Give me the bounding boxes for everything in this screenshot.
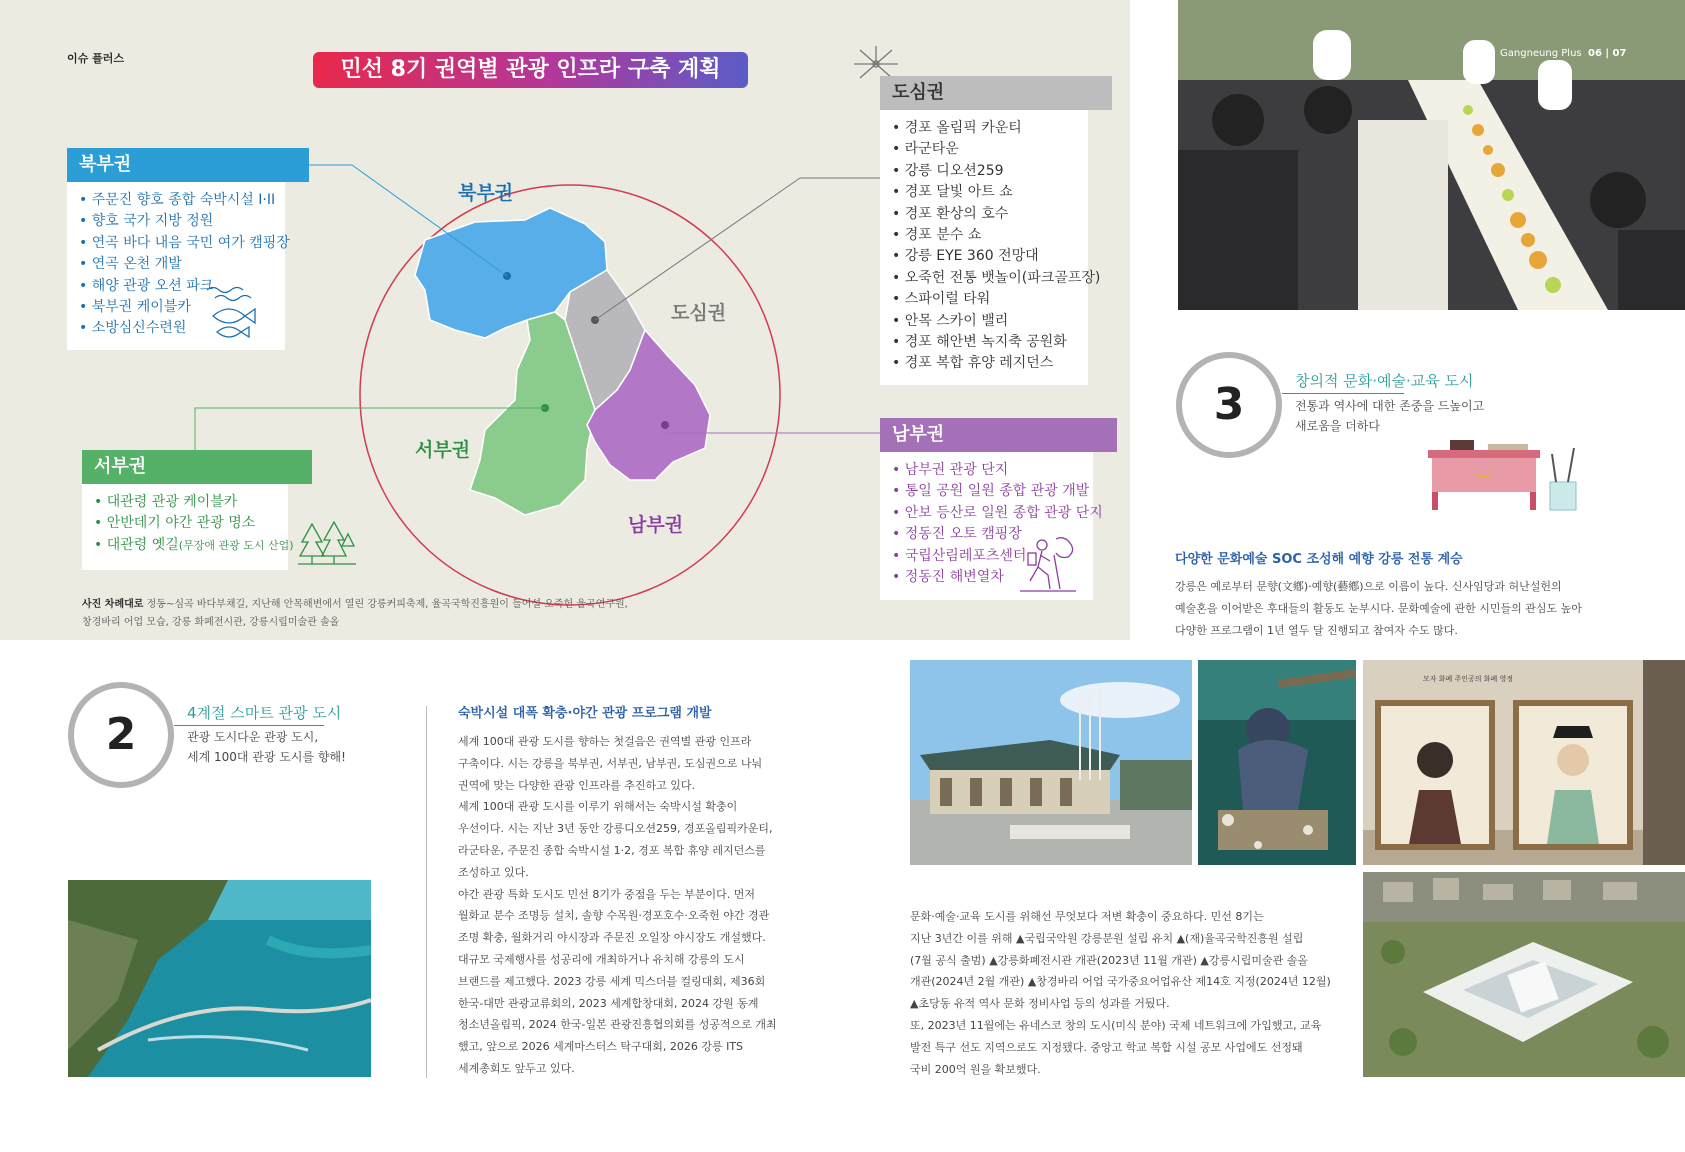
list-item: • 남부권 관광 단지 bbox=[892, 460, 1081, 481]
list-item: • 소방심신수련원 bbox=[79, 318, 273, 339]
list-item: • 대관령 옛길(무장애 관광 도시 산업) bbox=[94, 535, 276, 556]
map-label-west: 서부권 bbox=[415, 439, 471, 461]
list-item: • 국립산림레포츠센터 bbox=[892, 546, 1081, 567]
list-item: • 통일 공원 일원 종합 관광 개발 bbox=[892, 481, 1081, 502]
divider bbox=[174, 725, 324, 726]
west-region-header: 서부권 bbox=[82, 450, 312, 484]
list-item: • 해양 관광 오션 파크 bbox=[79, 276, 273, 297]
list-item: • 연곡 온천 개발 bbox=[79, 254, 273, 275]
column-divider bbox=[426, 706, 427, 1078]
coffee-festival-photo bbox=[1178, 0, 1685, 310]
coastal-trail-photo bbox=[68, 880, 371, 1077]
page-header: Gangneung Plus 06 | 07 bbox=[1500, 48, 1627, 59]
section-3-heading: 다양한 문화예술 SOC 조성해 예향 강릉 전통 계승 bbox=[1175, 552, 1463, 567]
solol-museum-aerial-photo bbox=[1363, 872, 1685, 1077]
list-item: • 연곡 바다 내음 국민 여가 캠핑장 bbox=[79, 233, 273, 254]
list-item: • 정동진 오토 캠핑장 bbox=[892, 524, 1081, 545]
culture-body: 문화·예술·교육 도시를 위해선 무엇보다 저변 확충이 중요하다. 민선 8기는 지난 3년간 이를 위해 ▲국립국악원 강릉분원 설립 유치 ▲(재)율곡국학진흥원 설립 (7월 공식 출범) ▲강릉화폐전시관 개관(2023년 11월 개관) ▲강릉시립미술관 솔올 개관(2024년 2월 개관) ▲창경바리 어업 국가중요어업유산 제14호 지정(2024년 12월) ▲초당동 유적 역사 문화 정비사업 등의 성과를 거뒀다. 또, 2023년 11월에는 유네스코 창의 도시(미식 분야) 국제 네트워크에 가입했고, 교육 발전 특구 선도 지역으로도 지정됐다. 중앙고 학교 복합 시설 공모 사업에도 선정돼 국비 200억 원을 확보했다. bbox=[910, 910, 1331, 1076]
section-3-subtitle: 전통과 역사에 대한 존중을 드높이고 새로움을 더하다 bbox=[1295, 399, 1485, 433]
museum-sign: 모자 화폐 주인공의 화폐 영정 bbox=[1423, 675, 1514, 683]
list-item: • 경포 환상의 호수 bbox=[892, 204, 1076, 225]
list-item: • 정동진 해변열차 bbox=[892, 567, 1081, 588]
list-item: • 경포 복합 휴양 레지던스 bbox=[892, 353, 1076, 374]
list-item: • 대관령 관광 케이블카 bbox=[94, 492, 276, 513]
map-label-south: 남부권 bbox=[628, 514, 684, 536]
map-label-center: 도심권 bbox=[671, 302, 727, 324]
photo-caption: 사진 차례대로 정동~심곡 바다부채길, 지난해 안목해변에서 열린 강릉커피축제, 율곡국학진흥원이 들어설 오죽헌 율곡연구원, 창경바리 어업 모습, 강릉 화폐전시관, 강릉시립미술관 솔올 bbox=[82, 599, 628, 628]
section-2-subtitle: 관광 도시다운 관광 도시, 세계 100대 관광 도시를 향해! bbox=[187, 730, 346, 764]
section-2-heading: 숙박시설 대폭 확충·야간 관광 프로그램 개발 bbox=[458, 706, 712, 721]
section-3-title: 창의적 문화·예술·교육 도시 bbox=[1295, 372, 1474, 390]
list-item: • 경포 달빛 아트 쇼 bbox=[892, 182, 1076, 203]
list-item: • 오죽헌 전통 뱃놀이(파크골프장) bbox=[892, 268, 1076, 289]
list-item: • 스파이럴 타워 bbox=[892, 289, 1076, 310]
center-region-list bbox=[880, 110, 1101, 385]
south-region-header: 남부권 bbox=[880, 418, 1117, 452]
list-item: • 강릉 디오션259 bbox=[892, 161, 1076, 182]
north-region-header: 북부권 bbox=[67, 148, 309, 182]
currency-museum-photo bbox=[1363, 660, 1685, 865]
list-item: • 경포 올림픽 카운티 bbox=[892, 118, 1076, 139]
yulgok-institute-photo bbox=[910, 660, 1192, 865]
list-item: • 북부권 케이블카 bbox=[79, 297, 273, 318]
section-3-body: 강릉은 예로부터 문향(文鄕)·예향(藝鄕)으로 이름이 높다. 신사임당과 허난설헌의 예술혼을 이어받은 후대들의 활동도 눈부시다. 문화예술에 관한 시민들의 관심도 높아 다양한 프로그램이 1년 열두 달 진행되고 참여자 수도 많다. bbox=[1175, 580, 1582, 637]
changgyeongbari-fishing-photo bbox=[1198, 660, 1356, 865]
section-2-body: 세계 100대 관광 도시를 향하는 첫걸음은 권역별 관광 인프라 구축이다. 시는 강릉을 북부권, 서부권, 남부권, 도심권으로 나눠 권역에 맞는 다양한 관광 인프라를 추진하고 있다. 세계 100대 관광 도시를 이루기 위해서는 숙박시설 확충이 우선이다. 시는 지난 3년 동안 강릉디오션259, 경포올림픽카운티, 라군타운, 주문진 종합 숙박시설 1·2, 경포 복합 휴양 레지던스를 조성하고 있다. 야간 관광 특화 도시도 민선 8기가 중점을 두는 부분이다. 먼저 월화교 분수 조명등 설치, 솔향 수목원·경포호수·오죽헌 야간 경관 조명 확충, 월화거리 야시장과 주문진 오일장 야시장도 개설했다. 대규모 국제행사를 성공리에 개최하거나 유치해 강릉의 도시 브랜드를 제고했다. 2023 강릉 세계 믹스더블 컬링대회, 제36회 한국-대만 관광교류회의, 2023 세계합창대회, 2024 강원 동계 청소년올림픽, 2024 한국-일본 관광진흥협의회를 성공적으로 개최 했고, 앞으로 2026 세계마스터스 탁구대회, 2026 강릉 ITS 세계총회도 앞두고 있다. bbox=[458, 735, 777, 1075]
main-title: 민선 8기 권역별 관광 인프라 구축 계획 bbox=[313, 52, 748, 88]
section-2-number: 2 bbox=[68, 682, 174, 788]
list-item: • 주문진 향호 종합 숙박시설 I·II bbox=[79, 190, 273, 211]
list-item: • 경포 분수 쇼 bbox=[892, 225, 1076, 246]
desk-icon bbox=[1428, 438, 1580, 516]
list-item: • 경포 해안변 녹지축 공원화 bbox=[892, 332, 1076, 353]
trees-icon bbox=[298, 520, 356, 570]
west-region-list bbox=[82, 484, 294, 570]
list-item: • 안목 스카이 밸리 bbox=[892, 311, 1076, 332]
section-3-number: 3 bbox=[1176, 352, 1282, 458]
list-item: • 안반데기 야간 관광 명소 bbox=[94, 513, 276, 534]
center-region-header: 도심권 bbox=[880, 76, 1112, 110]
section-label: 이슈 플러스 bbox=[67, 52, 124, 65]
fish-icon bbox=[205, 284, 261, 346]
list-item: • 안보 등산로 일원 종합 관광 단지 bbox=[892, 503, 1081, 524]
divider bbox=[1282, 393, 1404, 394]
hiker-icon bbox=[1020, 535, 1076, 597]
list-item: • 강릉 EYE 360 전망대 bbox=[892, 246, 1076, 267]
list-item: • 라군타운 bbox=[892, 139, 1076, 160]
map-label-north: 북부권 bbox=[458, 182, 514, 204]
list-item: • 향호 국가 지방 정원 bbox=[79, 211, 273, 232]
section-2-title: 4계절 스마트 관광 도시 bbox=[187, 704, 342, 722]
